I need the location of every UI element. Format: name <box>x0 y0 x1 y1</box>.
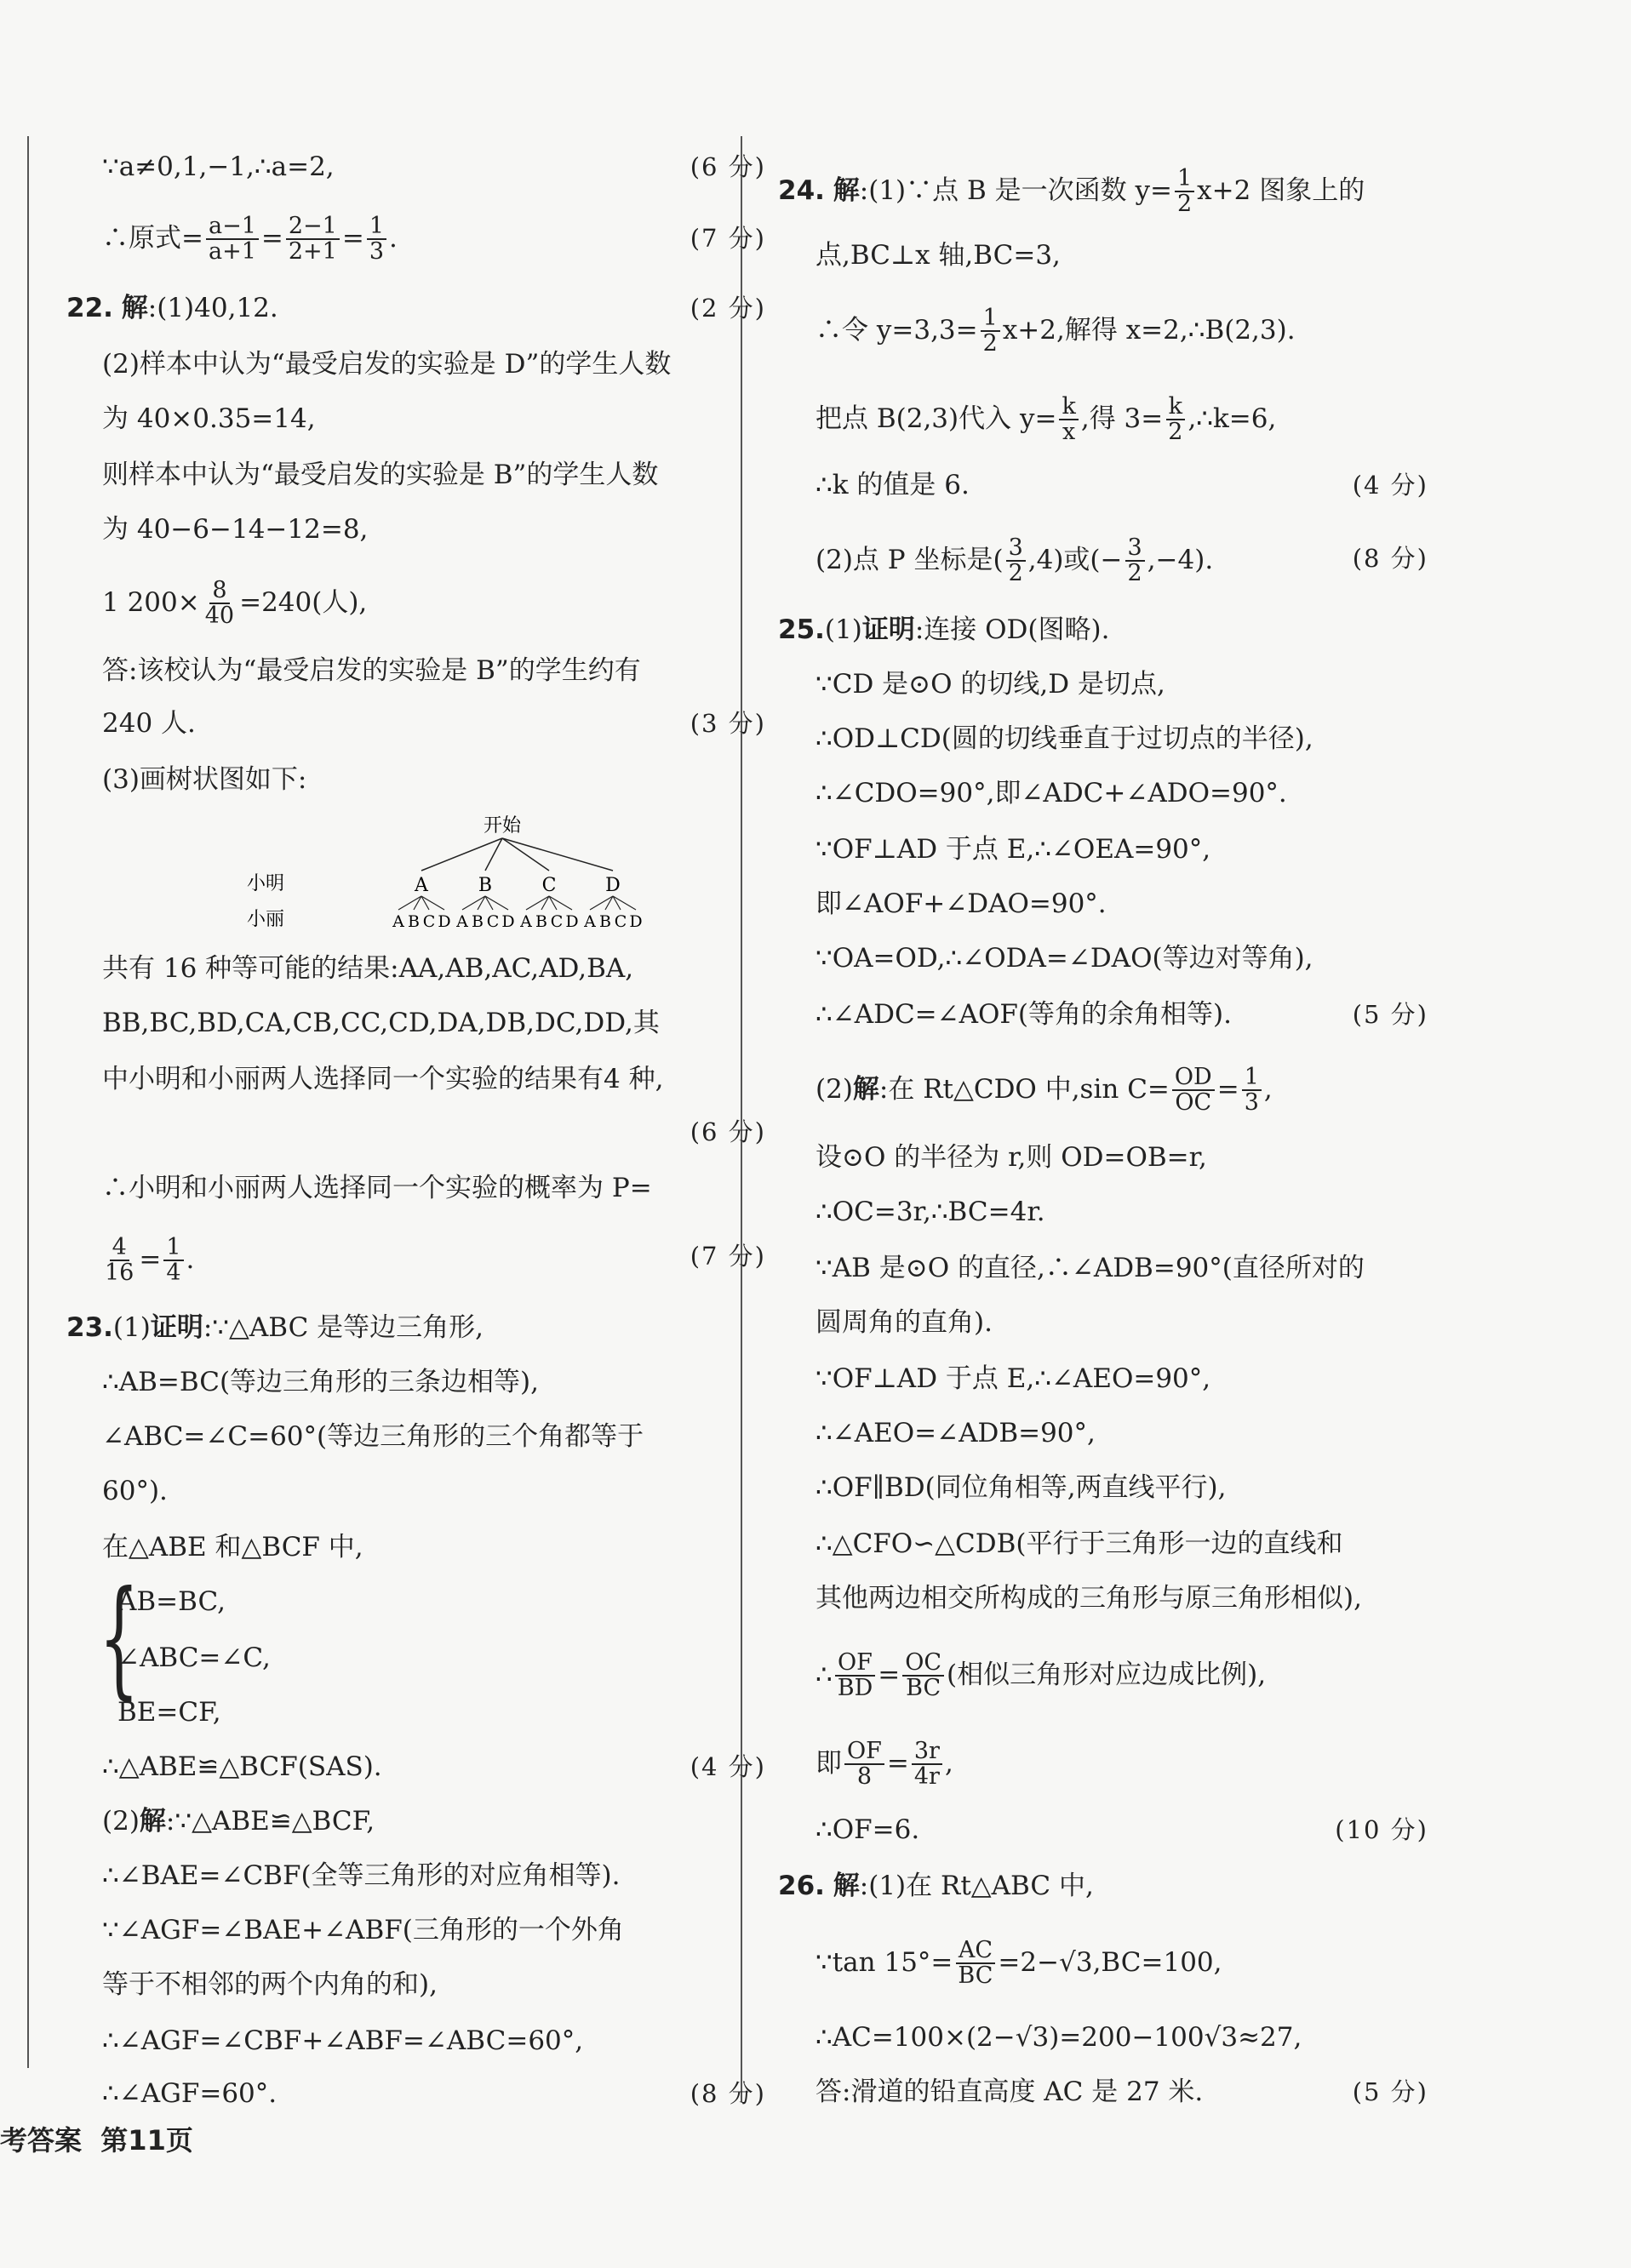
tree-leaf: C <box>614 912 627 931</box>
question-26-header: 26. 解:(1)在 Rt△ABC 中, <box>778 1871 1094 1901</box>
text-line: 60°). <box>102 1476 168 1506</box>
question-23-header: 23.(1)证明:∵△ABC 是等边三角形, <box>66 1312 484 1343</box>
text-line: (3)画树状图如下: <box>102 764 307 795</box>
text-line: 其他两边相交所构成的三角形与原三角形相似), <box>816 1583 1362 1614</box>
formula-line: $\frac{4}{16}$ = $\frac{1}{4}$ . (7 分) <box>105 1234 766 1287</box>
text-line: ∴OC=3r,∴BC=4r. <box>816 1197 1045 1227</box>
tree-leaf: D <box>501 912 515 931</box>
text-line: ∠ABC=∠C, <box>117 1642 271 1673</box>
tree-node-level1: D <box>605 875 621 896</box>
text-line: 即∠AOF+∠DAO=90°. <box>816 888 1107 919</box>
tree-node-level1: A <box>415 875 428 896</box>
question-24-header: 24. 解:(1)∵点 B 是一次函数 y= $\frac{1}{2}$ x+2 图象上的 <box>778 165 1365 218</box>
tree-leaf: C <box>550 912 564 931</box>
tree-root: 开始 <box>483 815 522 837</box>
text-line: ∴OF∥BD(同位角相等,两直线平行), <box>816 1472 1227 1503</box>
formula-line: (2)解:在 Rt△CDO 中,sin C= $\frac{OD}{OC}$ = $\frac{1}{3}$ , <box>816 1064 1273 1117</box>
tree-leaf: A <box>392 912 404 931</box>
text-line: 圆周角的直角). <box>816 1307 993 1338</box>
tree-label-xiaoming: 小明 <box>247 873 285 894</box>
tree-leaf: A <box>520 912 532 931</box>
text-line: AB=BC, <box>117 1586 226 1617</box>
text-line: (2)样本中认为“最受启发的实验是 D”的学生人数 <box>102 349 672 380</box>
text-line: 则样本中认为“最受启发的实验是 B”的学生人数 <box>102 460 659 490</box>
question-22-header: 22. 解:(1)40,12. (2 分) <box>66 293 766 323</box>
tree-leaf: C <box>486 912 500 931</box>
text-line: ∴∠AGF=60°. (8 分) <box>102 2078 766 2109</box>
text-line: ∴OF=6. (10 分) <box>816 1814 1428 1845</box>
text-line: ∵CD 是⊙O 的切线,D 是切点, <box>816 669 1165 700</box>
text-line: ∴∠AGF=∠CBF+∠ABF=∠ABC=60°, <box>102 2025 584 2056</box>
question-25-header: 25.(1)证明:连接 OD(图略). <box>778 614 1110 645</box>
tree-leaf: B <box>472 912 484 931</box>
tree-node-level1: B <box>478 875 493 896</box>
tree-leaf: D <box>629 912 643 931</box>
formula-line: 即 $\frac{OF}{8}$ = $\frac{3r}{4r}$ , <box>816 1738 953 1791</box>
text-line: 答:滑道的铅直高度 AC 是 27 米. (5 分) <box>816 2077 1428 2107</box>
text-line: ∴△ABE≌△BCF(SAS). (4 分) <box>102 1751 766 1782</box>
text-line: ∴∠BAE=∠CBF(全等三角形的对应角相等). <box>102 1860 621 1891</box>
text-line: 中小明和小丽两人选择同一个实验的结果有4 种, <box>102 1064 664 1094</box>
formula-line: 1 200× $\frac{8}{40}$ =240(人), <box>102 577 368 630</box>
tree-leaf: B <box>535 912 547 931</box>
text-line: 在△ABE 和△BCF 中, <box>102 1532 363 1562</box>
text-line: ∴∠AEO=∠ADB=90°, <box>816 1418 1096 1448</box>
page-number: 第11页 <box>100 2124 193 2157</box>
text-line: ∠ABC=∠C=60°(等边三角形的三个角都等于 <box>102 1421 644 1452</box>
text-line: ∴AC=100×(2−√3)=200−100√3≈27, <box>816 2022 1302 2053</box>
tree-leaf: A <box>456 912 468 931</box>
page-footer <box>0 2119 193 2158</box>
text-line: 为 40×0.35=14, <box>102 403 316 434</box>
formula-line: ∴令 y=3,3= $\frac{1}{2}$ x+2,解得 x=2,∴B(2,3). <box>816 305 1296 357</box>
formula-line: (2)点 P 坐标是( $\frac{3}{2}$ ,4)或(− $\frac{3}{2}$ ,−4). (8 分) <box>816 534 1428 587</box>
tree-leaf: B <box>408 912 420 931</box>
text-line: ∵AB 是⊙O 的直径,∴∠ADB=90°(直径所对的 <box>816 1253 1365 1283</box>
text-line: ∴△CFO∽△CDB(平行于三角形一边的直线和 <box>816 1528 1343 1559</box>
formula-line: 把点 B(2,3)代入 y= $\frac{k}{x}$ ,得 3= $\frac{k}{2}$ ,∴k=6, <box>816 393 1277 446</box>
text-line: ∵OF⊥AD 于点 E,∴∠AEO=90°, <box>816 1363 1211 1394</box>
text-line: ∵OA=OD,∴∠ODA=∠DAO(等边对等角), <box>816 943 1313 974</box>
text-line: BE=CF, <box>117 1697 221 1728</box>
tree-node-level1: C <box>541 875 557 896</box>
text-line: ∴∠ADC=∠AOF(等角的余角相等). (5 分) <box>816 999 1428 1030</box>
tree-leaf: A <box>584 912 596 931</box>
text-line: 240 人. (3 分) <box>102 708 766 739</box>
footer-label: 考答案 <box>0 2124 83 2157</box>
text-line: BB,BC,BD,CA,CB,CC,CD,DA,DB,DC,DD,其 <box>102 1008 660 1038</box>
tree-leaf: D <box>565 912 579 931</box>
text-line: ∴∠CDO=90°,即∠ADC+∠ADO=90°. <box>816 778 1287 808</box>
formula-line: ∴ $\frac{OF}{BD}$ = $\frac{OC}{BC}$ (相似三角形对应边成比例), <box>816 1649 1267 1702</box>
tree-leaf: D <box>438 912 451 931</box>
text-line: (2)解:∵△ABE≌△BCF, <box>102 1806 375 1837</box>
text-line: 等于不相邻的两个内角的和), <box>102 1969 438 2000</box>
text-line: 为 40−6−14−12=8, <box>102 514 369 545</box>
system-brace: { <box>99 1564 140 1712</box>
text-line: ∵∠AGF=∠BAE+∠ABF(三角形的一个外角 <box>102 1915 624 1945</box>
text-line: ∴小明和小丽两人选择同一个实验的概率为 P= <box>102 1173 652 1203</box>
formula-line: ∵tan 15°= $\frac{AC}{BC}$ =2−√3,BC=100, <box>816 1937 1222 1990</box>
tree-label-xiaoli: 小丽 <box>247 909 285 930</box>
text-line: ∴k 的值是 6. (4 分) <box>816 470 1428 500</box>
text-line: ∵OF⊥AD 于点 E,∴∠OEA=90°, <box>816 834 1211 865</box>
text-line: ∴OD⊥CD(圆的切线垂直于过切点的半径), <box>816 723 1313 754</box>
tree-diagram <box>247 813 690 940</box>
text-line: ∴AB=BC(等边三角形的三条边相等), <box>102 1367 539 1397</box>
formula-line: ∴原式= $\frac{a-1}{a+1}$ = $\frac{2-1}{2+1}$ = $\frac{1}{3}$ . (7 分) <box>102 213 766 266</box>
text-line: 共有 16 种等可能的结果:AA,AB,AC,AD,BA, <box>102 953 634 984</box>
left-margin-rule <box>27 136 29 2068</box>
text-line: 答:该校认为“最受启发的实验是 B”的学生约有 <box>102 655 641 686</box>
text-line: ∵a≠0,1,−1,∴a=2, (6 分) <box>102 151 766 182</box>
text-line: 设⊙O 的半径为 r,则 OD=OB=r, <box>816 1142 1207 1173</box>
text-line: 点,BC⊥x 轴,BC=3, <box>816 240 1061 271</box>
tree-leaf: B <box>599 912 611 931</box>
tree-leaf: C <box>422 912 436 931</box>
